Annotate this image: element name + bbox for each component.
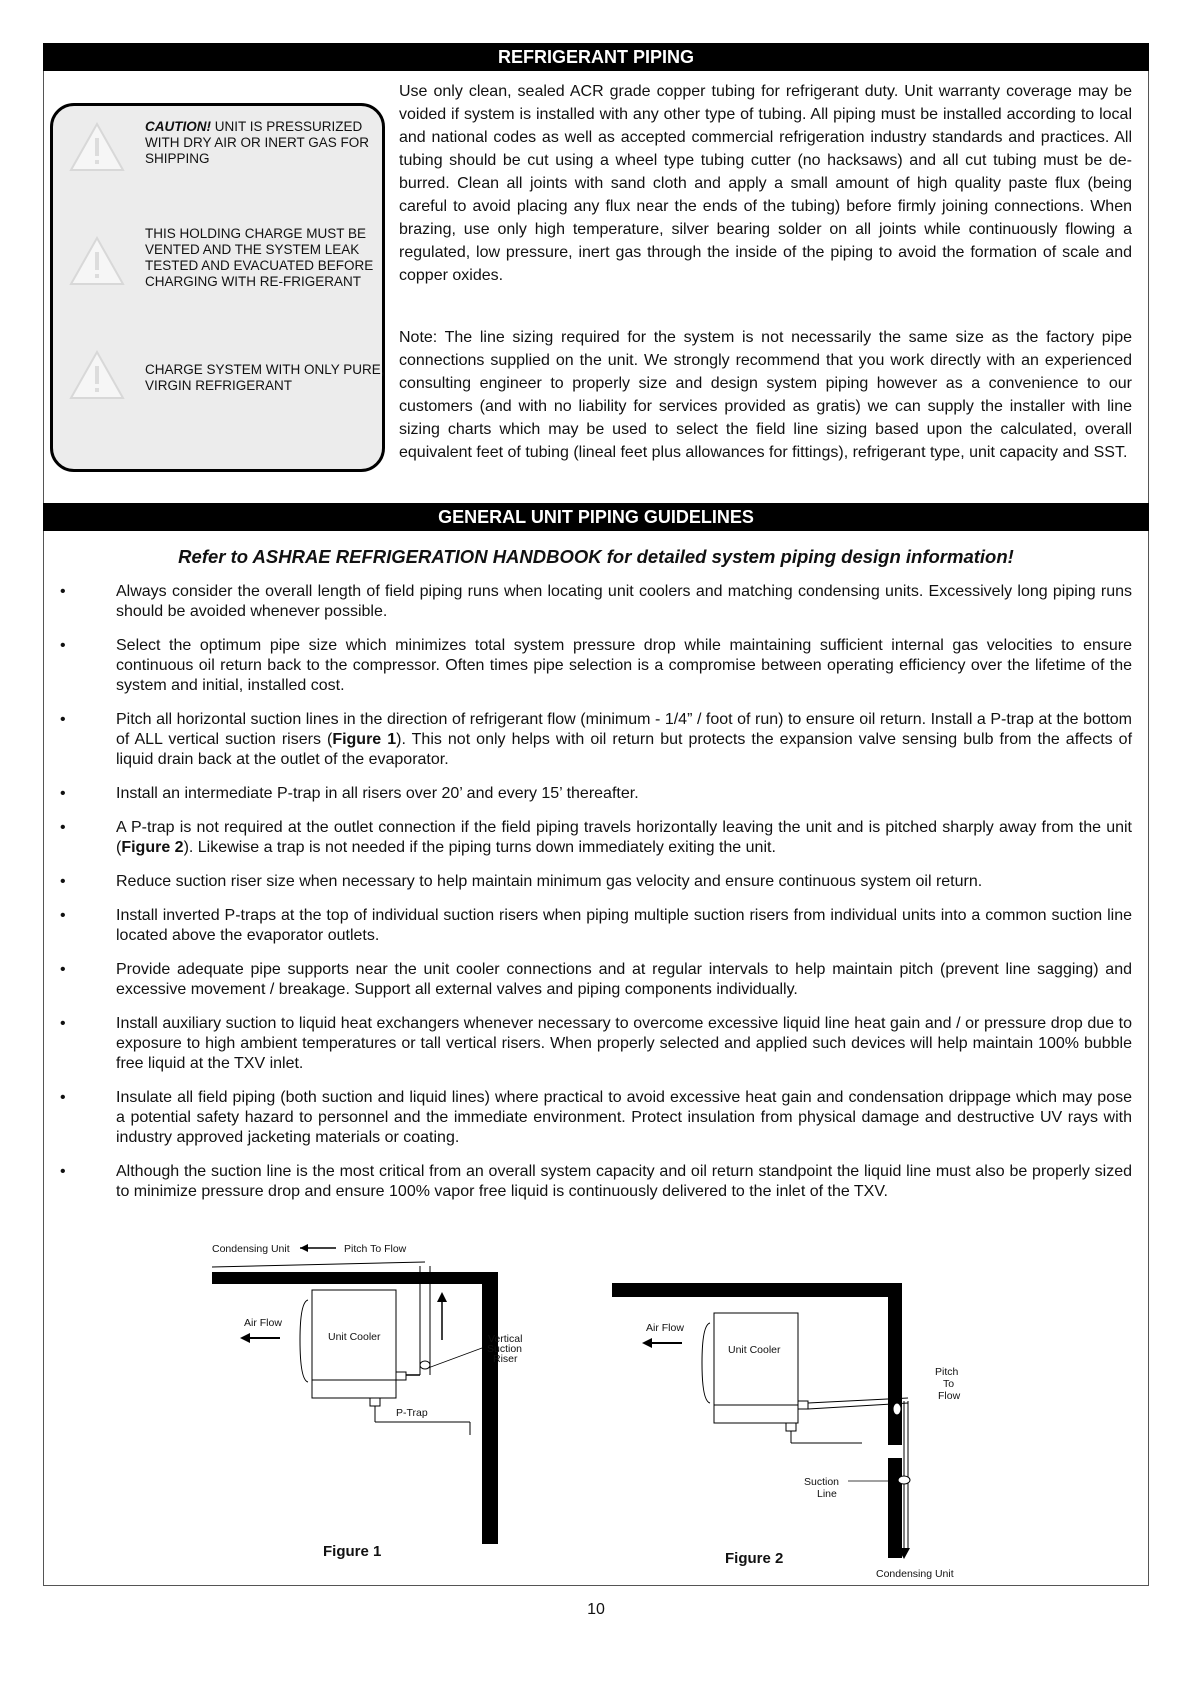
figure-reference: Figure 1 bbox=[332, 731, 397, 748]
fig2-sensing-bulb bbox=[893, 1403, 901, 1415]
list-item bbox=[58, 784, 1132, 804]
list-item-text: Install auxiliary suction to liquid heat exchangers whenever necessary to overcome excessive liquid line heat gain and / or pressure drop due to exposure to high ambient temperatures or tall vertical risers. When properly selected and applied such devices will help maintain 100% bubble free liquid at the TXV inlet. bbox=[116, 1015, 1132, 1072]
caution-text-1-body: UNIT IS PRESSURIZED WITH DRY AIR OR INERT GAS FOR SHIPPING bbox=[145, 119, 370, 166]
fig2-suction-label: Suction bbox=[804, 1476, 840, 1488]
warning-icon bbox=[67, 234, 127, 288]
bullet: • bbox=[60, 819, 66, 836]
list-item-text: Although the suction line is the most critical from an overall system capacity and oil return standpoint the liquid line must also be properly sized to minimize pressure drop and ensure 100% vapor free liquid is continuously delivered to the inlet of the TXV. bbox=[116, 1163, 1132, 1200]
fig1-vertical-label: Vertical bbox=[488, 1333, 523, 1345]
list-item bbox=[58, 1088, 1132, 1148]
bullet: • bbox=[60, 1015, 66, 1032]
bullet: • bbox=[60, 961, 66, 978]
fig2-line-label: Line bbox=[817, 1488, 837, 1500]
caution-text-3: CHARGE SYSTEM WITH ONLY PURE, VIRGIN REFRIGERANT bbox=[145, 362, 385, 393]
fig1-coil-curve bbox=[300, 1300, 308, 1382]
bullet: • bbox=[60, 583, 66, 600]
list-item-text: A P-trap is not required at the outlet connection if the field piping travels horizontally leaving the unit and is pitched sharply away from the unit ( bbox=[116, 819, 1132, 856]
fig1-wall bbox=[482, 1272, 498, 1544]
bullet: • bbox=[60, 637, 66, 654]
refrigerant-paragraph-2: Note: The line sizing required for the system is not necessarily the same size as the factory pipe connections supplied on the unit. We strongly recommend that you work directly with an experienced consulting engineer to properly size and design system piping however as a convenience to our customers (and with no liability for services provided as gratis) we can supply the installer with line sizing charts which may be used to select the field line sizing based upon the calculated, overall equivalent feet of tubing (lineal feet plus allowances for fittings), refrigerant type, unit capacity and SST. bbox=[399, 329, 1132, 461]
list-item bbox=[58, 710, 1132, 770]
fig2-wall-lower bbox=[888, 1458, 902, 1558]
page-number: 10 bbox=[587, 1601, 605, 1618]
bullet: • bbox=[60, 1163, 66, 1180]
list-item-text: ). This not only helps with oil return but protects the expansion valve sensing bulb from the affects of liquid drain back at the outlet of the evaporator. bbox=[116, 731, 1133, 768]
section-header-refrigerant-piping: REFRIGERANT PIPING bbox=[43, 43, 1149, 71]
caution-emphasis: CAUTION! bbox=[145, 119, 211, 134]
figure-reference: Figure 2 bbox=[121, 839, 184, 856]
list-item-text: Install inverted P-traps at the top of individual suction risers when piping multiple suction risers from individual units into a common suction line located above the evaporator outlets. bbox=[116, 907, 1132, 944]
bullet: • bbox=[60, 785, 66, 802]
figure-2 bbox=[612, 1283, 972, 1583]
list-item bbox=[58, 906, 1132, 946]
fig1-air-flow-arrowhead bbox=[240, 1333, 250, 1343]
ashrae-reference-note: Refer to ASHRAE REFRIGERATION HANDBOOK for detailed system piping design information! bbox=[178, 546, 1014, 567]
fig1-unit-cooler bbox=[312, 1290, 396, 1398]
fig1-suction-line-upper bbox=[212, 1262, 425, 1267]
list-item-text: Insulate all field piping (both suction and liquid lines) where practical to avoid excessive heat gain and condensation drippage which may pose a potential safety hazard to personnel and the immediate environment. Protect insulation from physical damage and destructive UV rays with industry approved jacketing materials or coating. bbox=[116, 1089, 1132, 1146]
fig2-ceiling bbox=[612, 1283, 902, 1297]
list-item-text: Reduce suction riser size when necessary to help maintain minimum gas velocity and ensure continuous system oil return. bbox=[116, 873, 983, 890]
list-item-text: Provide adequate pipe supports near the unit cooler connections and at regular intervals to help maintain pitch (prevent line sagging) and excessive movement / breakage. Support all external valves and piping components individually. bbox=[116, 961, 1132, 998]
bullet: • bbox=[60, 907, 66, 924]
fig2-air-flow-arrowhead bbox=[642, 1338, 652, 1348]
list-item-text: Select the optimum pipe size which minimizes total system pressure drop while maintaining sufficient internal gas velocities to ensure continuous oil return back to the compressor. Often times pipe selection is a compromise between operating efficiency over the lifetime of the system and initial, installed cost. bbox=[116, 637, 1132, 694]
bullet: • bbox=[60, 711, 66, 728]
caution-text-2: THIS HOLDING CHARGE MUST BE VENTED AND THE SYSTEM LEAK TESTED AND EVACUATED BEFORE CHARGING WITH RE-FRIGERANT bbox=[145, 226, 374, 289]
fig2-pitch-label: Pitch bbox=[935, 1366, 959, 1378]
figure-1-diagram bbox=[200, 1230, 530, 1575]
list-item bbox=[58, 582, 1132, 622]
warning-icon bbox=[67, 348, 127, 402]
list-item bbox=[58, 1014, 1132, 1074]
fig1-suction-label: Suction bbox=[487, 1343, 523, 1355]
fig2-wall-upper bbox=[888, 1283, 902, 1445]
refrigerant-paragraph-1: Use only clean, sealed ACR grade copper tubing for refrigerant duty. Unit warranty coverage may be voided if system is installed with any other type of tubing. All piping must be installed according to local and national codes as well as accepted commercial refrigeration industry standards and practices. All tubing should be cut using a wheel type tubing cutter (no hacksaws) and all cut tubing must be de-burred. Clean all joints with sand cloth and apply a small amount of high quality paste flux (being careful to avoid placing any flux near the ends of the tubing) before firmly joining connections. When brazing, use only high temperature, silver bearing solder on all joints while continuously flowing a regulated, low pressure, inert gas through the inside of the piping to avoid the formation of scale and copper oxides. bbox=[399, 83, 1132, 284]
list-item-text: ). Likewise a trap is not needed if the piping turns down immediately exiting the unit. bbox=[183, 839, 776, 856]
list-item bbox=[58, 1162, 1132, 1202]
fig1-condensing-unit-label: Condensing Unit bbox=[212, 1243, 290, 1255]
list-item-text: Always consider the overall length of field piping runs when locating unit coolers and matching condensing units. Excessively long piping runs should be avoided whenever possible. bbox=[116, 583, 1132, 620]
fig2-to-label: To bbox=[943, 1378, 955, 1390]
fig1-p-trap-label: P-Trap bbox=[396, 1407, 428, 1419]
fig2-unit-cooler bbox=[714, 1313, 798, 1423]
bullet: • bbox=[60, 1089, 66, 1106]
fig1-ceiling bbox=[212, 1272, 498, 1284]
caution-text-1 bbox=[145, 119, 385, 167]
caution-box bbox=[50, 103, 385, 472]
bullet: • bbox=[60, 873, 66, 890]
warning-icon bbox=[67, 120, 127, 174]
list-item bbox=[58, 818, 1132, 858]
figure-1-caption: Figure 1 bbox=[323, 1543, 382, 1560]
figure-1 bbox=[200, 1230, 530, 1575]
fig1-air-flow-label: Air Flow bbox=[244, 1317, 282, 1329]
fig2-air-flow-label: Air Flow bbox=[646, 1322, 684, 1334]
fig2-unit-cooler-label: Unit Cooler bbox=[728, 1344, 781, 1356]
fig1-riser-label: Riser bbox=[493, 1353, 518, 1365]
list-item bbox=[58, 960, 1132, 1000]
list-item bbox=[58, 872, 1132, 892]
list-item bbox=[58, 636, 1132, 696]
fig2-coil-curve bbox=[702, 1323, 710, 1403]
list-item-text: Pitch all horizontal suction lines in the direction of refrigerant flow (minimum - 1/4” / foot of run) to ensure oil return. Install a P-trap at the bottom of ALL vertical suction risers ( bbox=[116, 711, 1132, 748]
fig1-pitch-arrowhead bbox=[300, 1244, 308, 1252]
fig1-pitch-to-flow-label: Pitch To Flow bbox=[344, 1243, 407, 1255]
fig2-condensing-unit-label: Condensing Unit bbox=[876, 1568, 954, 1580]
section-header-general-guidelines: GENERAL UNIT PIPING GUIDELINES bbox=[43, 503, 1149, 531]
figure-2-caption: Figure 2 bbox=[725, 1550, 784, 1567]
list-item-text: Install an intermediate P-trap in all risers over 20’ and every 15’ thereafter. bbox=[116, 785, 639, 802]
guidelines-list bbox=[58, 582, 1132, 1216]
fig2-flow-label: Flow bbox=[938, 1390, 961, 1402]
fig1-unit-cooler-label: Unit Cooler bbox=[328, 1331, 381, 1343]
figure-2-diagram bbox=[612, 1283, 972, 1583]
